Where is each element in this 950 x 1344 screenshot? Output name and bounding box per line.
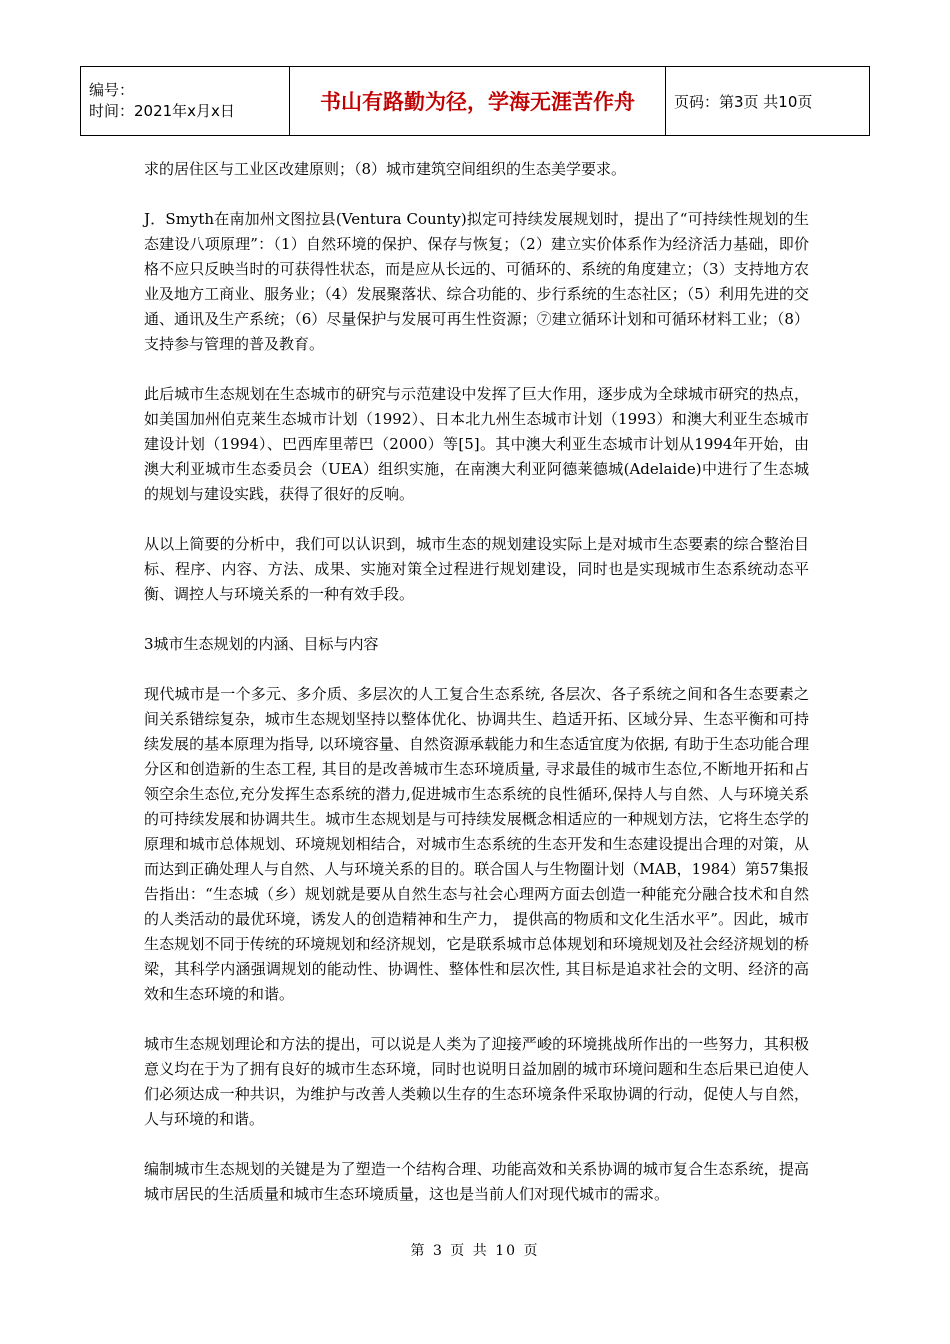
page-footer: 第 3 页 共 10 页 <box>410 1243 540 1259</box>
page-header <box>80 66 870 136</box>
header-motto: 书山有路勤为径，学海无涯苦作舟 <box>290 67 666 136</box>
paragraph-4: 从以上简要的分析中，我们可以认识到，城市生态的规划建设实际上是对城市生态要素的综合整治目标、程序、内容、方法、成果、实施对策全过程进行规划建设，同时也是实现城市生态系统动态平衡、调控人与环境关系的一种有效手段。 <box>144 535 809 603</box>
paragraph-1: 求的居住区与工业区改建原则；（8）城市建筑空间组织的生态美学要求。 <box>144 160 627 178</box>
header-meta <box>81 67 290 136</box>
section-heading: 3城市生态规划的内涵、目标与内容 <box>144 635 379 653</box>
paragraph-3: 此后城市生态规划在生态城市的研究与示范建设中发挥了巨大作用，逐步成为全球城市研究的热点，如美国加州伯克莱生态城市计划（1992）、日本北九州生态城市计划（1993）和澳大利亚生态城市建设计划（1994）、巴西库里蒂巴（2000）等[5]。其中澳大利亚生态城市计划从1994年开始，由澳大利亚城市生态委员会（UEA）组织实施，在南澳大利亚阿德莱德城(Adelaide)中进行了生态城的规划与建设实践，获得了很好的反响。 <box>144 385 809 503</box>
paragraph-2: J．Smyth在南加州文图拉县(Ventura County)拟定可持续发展规划时，提出了“可持续性规划的生态建设八项原理”：（1）自然环境的保护、保存与恢复；（2）建立实价体系作为经济活力基础，即价格不应只反映当时的可获得性状态，而是应从长远的、可循环的、系统的角度建立；（3）支持地方农业及地方工商业、服务业；（4）发展聚落状、综合功能的、步行系统的生态社区；（5）利用先进的交通、通讯及生产系统；（6）尽量保护与发展可再生性资源；⑦建立循环计划和可循环材料工业；（8）支持参与管理的普及教育。 <box>144 210 809 353</box>
header-page-info: 页码：第3页 共10页 <box>666 67 870 136</box>
paragraph-6: 城市生态规划理论和方法的提出，可以说是人类为了迎接严峻的环境挑战所作出的一些努力，其积极意义均在于为了拥有良好的城市生态环境，同时也说明日益加剧的城市环境问题和生态后果已迫使人们必须达成一种共识，为维护与改善人类赖以生存的生态环境条件采取协调的行动，促使人与自然，人与环境的和谐。 <box>144 1035 809 1128</box>
paragraph-5: 现代城市是一个多元、多介质、多层次的人工复合生态系统, 各层次、各子系统之间和各生态要素之间关系错综复杂，城市生态规划坚持以整体优化、协调共生、趋适开拓、区域分异、生态平衡和可持续发展的基本原理为指导, 以环境容量、自然资源承载能力和生态适宜度为依据, 有助于生态功能合理分区和创造新的生态工程, 其目的是改善城市生态环境质量, 寻求最佳的城市生态位,不断地开拓和占领空余生态位,充分发挥生态系统的潜力,促进城市生态系统的良性循环,保持人与自然、人与环境关系的可持续发展和协调共生。城市生态规划是与可持续发展概念相适应的一种规划方法，它将生态学的原理和城市总体规划、环境规划相结合，对城市生态系统的生态开发和生态建设提出合理的对策，从而达到正确处理人与自然、人与环境关系的目的。联合国人与生物圈计划（MAB，1984）第57集报告指出：“生态城（乡）规划就是要从自然生态与社会心理两方面去创造一种能充分融合技术和自然的人类活动的最优环境，诱发人的创造精神和生产力， 提供高的物质和文化生活水平”。因此，城市生态规划不同于传统的环境规划和经济规划，它是联系城市总体规划和环境规划及社会经济规划的桥梁，其科学内涵强调规划的能动性、协调性、整体性和层次性, 其目标是追求社会的文明、经济的高效和生态环境的和谐。 <box>144 685 809 1003</box>
document-date: 时间：2021年x月x日 <box>89 102 235 120</box>
document-number-label: 编号： <box>89 81 135 99</box>
paragraph-7: 编制城市生态规划的关键是为了塑造一个结构合理、功能高效和关系协调的城市复合生态系统，提高城市居民的生活质量和城市生态环境质量，这也是当前人们对现代城市的需求。 <box>144 1160 809 1203</box>
document-body <box>144 157 809 1232</box>
